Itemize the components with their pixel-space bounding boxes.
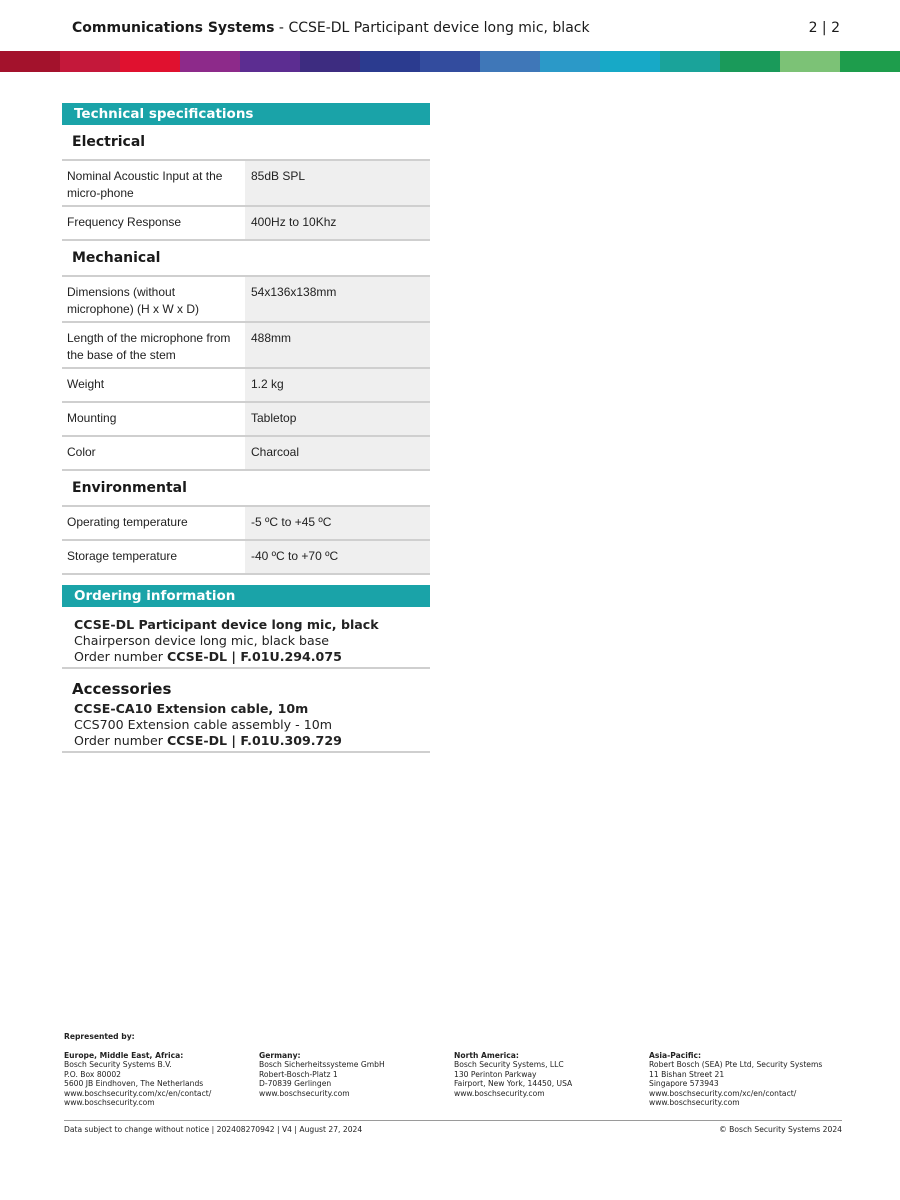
region-line: Fairport, New York, 14450, USA (454, 1079, 573, 1088)
spec-value: Tabletop (245, 403, 430, 435)
spec-key: Operating temperature (67, 515, 188, 529)
color-band-segment (120, 51, 180, 72)
color-band-segment (60, 51, 120, 72)
region-line: 130 Perinton Parkway (454, 1069, 537, 1079)
accessory-number-line (74, 733, 430, 749)
spec-row (62, 277, 430, 323)
order-item-number-line (74, 649, 430, 665)
region-north-america (454, 1051, 649, 1108)
main-column (62, 103, 430, 753)
accessory-name: CCSE-CA10 Extension cable, 10m (74, 701, 309, 716)
color-band-segment (540, 51, 600, 72)
region-link[interactable]: www.boschsecurity.com/xc/en/contact/ (64, 1088, 212, 1098)
color-band-segment (660, 51, 720, 72)
region-link[interactable]: www.boschsecurity.com/xc/en/contact/ (649, 1088, 797, 1098)
color-band-segment (480, 51, 540, 72)
footer-note (64, 1125, 842, 1134)
spec-key: Weight (67, 377, 105, 391)
spec-value: 85dB SPL (245, 161, 430, 205)
page-header (72, 18, 840, 40)
color-band-segment (420, 51, 480, 72)
regions (64, 1051, 844, 1108)
color-band-segment (360, 51, 420, 72)
spec-key: Mounting (67, 411, 117, 425)
order-item (62, 607, 430, 665)
subsection-mechanical: Mechanical (62, 241, 430, 277)
spec-row (62, 507, 430, 541)
footer-disclaimer: Data subject to change without notice | 202408270942 | V4 | August 27, 2024 (64, 1125, 363, 1134)
region-line: Bosch Security Systems, LLC (454, 1060, 564, 1069)
region-line: Singapore 573943 (649, 1079, 719, 1088)
section-technical-specifications: Technical specifications (62, 103, 430, 125)
spec-value: 488mm (245, 323, 430, 367)
spec-value: 400Hz to 10Khz (245, 207, 430, 239)
header-title (72, 20, 590, 36)
footer (64, 1032, 844, 1108)
spec-key: Dimensions (without microphone) (H x W x D) (67, 285, 200, 316)
spec-key: Frequency Response (67, 215, 182, 229)
region-heading: Europe, Middle East, Africa: (64, 1050, 184, 1060)
color-band-segment (0, 51, 60, 72)
spec-key: Storage temperature (67, 549, 178, 563)
represented-by: Represented by: (64, 1032, 135, 1041)
region-emea (64, 1051, 259, 1108)
accessory-description: CCS700 Extension cable assembly - 10m (74, 717, 332, 732)
color-band-segment (600, 51, 660, 72)
accessory-item (62, 697, 430, 751)
color-band-segment (840, 51, 900, 72)
region-line: 11 Bishan Street 21 (649, 1069, 725, 1079)
region-line: D-70839 Gerlingen (259, 1079, 332, 1088)
section-ordering-information: Ordering information (62, 585, 430, 607)
region-asia-pacific (649, 1051, 844, 1108)
subsection-environmental: Environmental (62, 471, 430, 507)
region-link[interactable]: www.boschsecurity.com (64, 1098, 155, 1107)
spec-row (62, 323, 430, 369)
header-separator: - (274, 20, 289, 36)
spec-key: Nominal Acoustic Input at the micro-phone (67, 169, 223, 200)
page-number: 2 | 2 (808, 20, 840, 36)
region-line: Bosch Sicherheitssysteme GmbH (259, 1060, 385, 1069)
region-line: 5600 JB Eindhoven, The Netherlands (64, 1079, 204, 1088)
region-heading: Asia-Pacific: (649, 1050, 702, 1060)
color-band-segment (300, 51, 360, 72)
region-link[interactable]: www.boschsecurity.com (649, 1098, 740, 1107)
region-link[interactable]: www.boschsecurity.com (454, 1088, 545, 1098)
spec-value: 1.2 kg (245, 369, 430, 401)
spec-key: Color (67, 445, 96, 459)
region-line: Bosch Security Systems B.V. (64, 1060, 172, 1069)
region-line: Robert-Bosch-Platz 1 (259, 1069, 338, 1079)
region-link[interactable]: www.boschsecurity.com (259, 1088, 350, 1098)
color-band-segment (180, 51, 240, 72)
spec-row (62, 161, 430, 207)
color-band-segment (780, 51, 840, 72)
region-heading: North America: (454, 1050, 519, 1060)
color-band-segment (240, 51, 300, 72)
spec-row (62, 403, 430, 437)
spec-row (62, 541, 430, 575)
order-number: CCSE-DL | F.01U.294.075 (166, 649, 342, 664)
region-heading: Germany: (259, 1050, 301, 1060)
spec-value: -5 ºC to +45 ºC (245, 507, 430, 539)
header-category: Communications Systems (72, 20, 275, 36)
accessory-number: CCSE-DL | F.01U.309.729 (166, 733, 342, 748)
divider (62, 751, 430, 753)
order-number-label: Order number (74, 649, 167, 664)
region-line: Robert Bosch (SEA) Pte Ltd, Security Systems (649, 1060, 823, 1069)
footer-copyright: © Bosch Security Systems 2024 (719, 1125, 842, 1134)
order-item-description: Chairperson device long mic, black base (74, 633, 330, 648)
order-item-name: CCSE-DL Participant device long mic, black (74, 617, 379, 632)
spec-row (62, 207, 430, 241)
subsection-electrical: Electrical (62, 125, 430, 161)
spec-row (62, 369, 430, 403)
footer-rule (64, 1120, 842, 1121)
spec-key: Length of the microphone from the base of the stem (67, 331, 231, 362)
spec-value: Charcoal (245, 437, 430, 469)
spec-value: 54x136x138mm (245, 277, 430, 321)
accessory-number-label: Order number (74, 733, 167, 748)
region-line: P.O. Box 80002 (64, 1069, 121, 1079)
spec-value: -40 ºC to +70 ºC (245, 541, 430, 573)
header-product: CCSE-DL Participant device long mic, black (288, 20, 590, 36)
color-band (0, 51, 900, 72)
accessories-heading: Accessories (72, 680, 172, 698)
region-germany (259, 1051, 454, 1108)
color-band-segment (720, 51, 780, 72)
spec-row (62, 437, 430, 471)
